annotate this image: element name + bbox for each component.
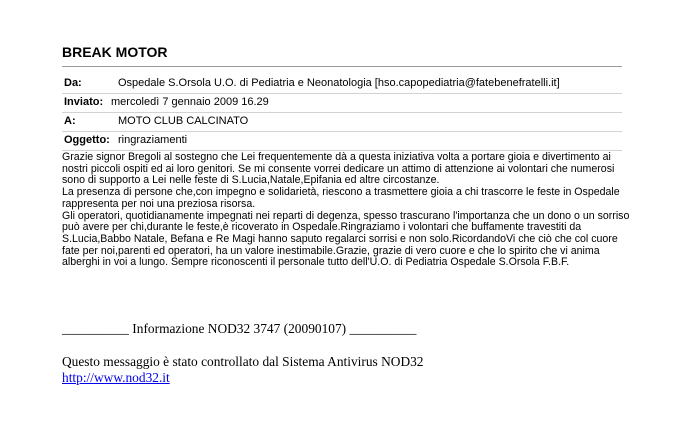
to-label: A: bbox=[64, 115, 76, 127]
subject-value: ringraziamenti bbox=[118, 134, 188, 146]
antivirus-info-line: __________ Informazione NOD32 3747 (20090107) __________ bbox=[62, 321, 417, 336]
antivirus-link[interactable]: http://www.nod32.it bbox=[62, 370, 170, 385]
subject-label: Oggetto: bbox=[64, 134, 110, 146]
to-value: MOTO CLUB CALCINATO bbox=[118, 115, 249, 127]
document-title: BREAK MOTOR bbox=[62, 44, 168, 60]
message-body bbox=[62, 152, 634, 269]
from-value: Ospedale S.Orsola U.O. di Pediatria e Neonatologia [hso.capopediatria@fatebenefratelli.it] bbox=[118, 77, 560, 89]
message-paragraph: Grazie signor Bregoli al sostegno che Lei frequentemente dà a questa iniziativa volta a portare gioia e divertimento ai nostri piccoli ospiti ed ai loro genitori. Se mi consente vorrei dedicare un attimo di attenzione ai volontari che numerosi sono di supporto a Lei nelle feste di S.Lucia,Natale,Epifania ed altre circostanze. bbox=[62, 151, 615, 187]
antivirus-checked-text: Questo messaggio è stato controllato dal Sistema Antivirus NOD32 bbox=[62, 354, 424, 369]
from-label: Da: bbox=[64, 77, 82, 89]
sent-value: mercoledì 7 gennaio 2009 16.29 bbox=[111, 96, 269, 108]
header-divider bbox=[62, 112, 622, 113]
message-paragraph: La presenza di persone che,con impegno e solidarietà, riescono a trasmettere gioia a chi trascorre le feste in Ospedale rappresenta per noi una preziosa risorsa. bbox=[62, 186, 620, 210]
header-divider bbox=[62, 93, 622, 94]
title-divider bbox=[62, 66, 622, 67]
header-divider bbox=[62, 131, 622, 132]
sent-label: Inviato: bbox=[64, 96, 104, 108]
message-paragraph: Gli operatori, quotidianamente impegnati nei reparti di degenza, spesso trascurano l'importanza che un dono o un sorriso può avere per chi,durante le feste,è ricoverato in Ospedale.Ringraziamo i volontari che buffamente travestiti da S.Lucia,Babbo Natale, Befana e Re Magi hanno saputo regalarci sorrisi e non solo.RicordandoVi che ciò che col cuore fate per noi,parenti ed operatori, ha un valore inestimabile.Grazie, grazie di vero cuore e che lo spirito che vi anima alberghi in voi a lungo. Sempre riconoscenti il personale tutto dell'U.O. di Pediatria Ospedale S.Orsola F.B.F. bbox=[62, 209, 630, 269]
